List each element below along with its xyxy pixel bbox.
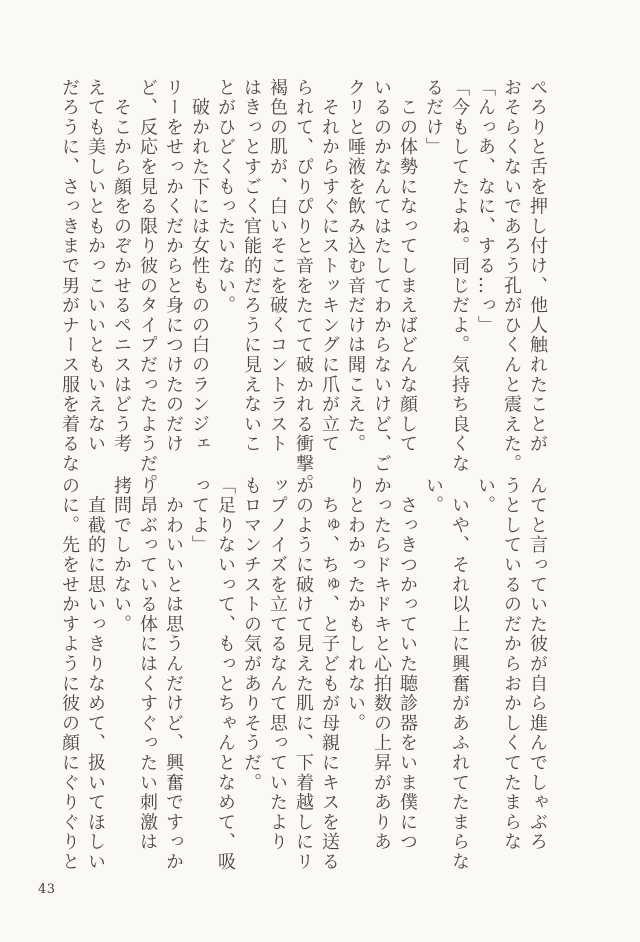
text-line: とがひどくもったいない。 bbox=[215, 78, 236, 316]
text-line: かったらドキドキと心拍数の上昇がありあ bbox=[371, 476, 392, 853]
text-line: いるのかなんてはたしてわからないけど、ご bbox=[371, 78, 392, 474]
text-line: おそらくないであろう孔がひくんと震えた。 bbox=[501, 78, 522, 474]
text-line: のに。先をせかすように彼の顔にぐりぐりと bbox=[59, 476, 80, 872]
text-line: られて、ぴりぴりと音をたてて破かれる衝撃。 bbox=[293, 78, 314, 494]
text-line: えても美しいともかっこいいともいえない bbox=[85, 78, 106, 455]
text-line: 褐色の肌が、白いそこを破くコントラスト bbox=[267, 78, 288, 455]
text-line: 直截的に思いっきりなめて、扱いてほしい bbox=[85, 476, 106, 872]
text-line: い。 bbox=[423, 476, 444, 516]
upper-text-block bbox=[59, 78, 550, 494]
text-line: 「んっあ、なに、する…っ」 bbox=[475, 78, 496, 336]
text-line: もロマンチストの気がありそうだ。 bbox=[241, 476, 262, 793]
text-line: 「足りないって、もっとちゃんとなめて、吸 bbox=[215, 476, 236, 872]
text-line: クリと唾液を飲み込む音だけは聞こえた。 bbox=[345, 78, 366, 455]
text-line: そこから顔をのぞかせるペニスはどう考 bbox=[111, 78, 132, 455]
text-line: んてと言っていた彼が自ら進んでしゃぶろ bbox=[527, 476, 548, 853]
text-line: それからすぐにストッキングに爪が立て bbox=[319, 78, 340, 455]
text-line: り昂ぶっている体にはくすぐったい刺激は bbox=[137, 476, 158, 853]
text-line: ちゅ、ちゅ、と子どもが母親にキスを送る bbox=[319, 476, 340, 872]
text-line: うとしているのだからおかしくてたまらな bbox=[501, 476, 522, 853]
text-line: さっきつかっていた聴診器をいま僕につ bbox=[397, 476, 418, 853]
lower-text-block bbox=[59, 476, 550, 872]
text-line: ップノイズを立てるなんて思っていたより bbox=[267, 476, 288, 853]
text-line: るだけ」 bbox=[423, 78, 444, 158]
text-line: この体勢になってしまえばどんな顔して bbox=[397, 78, 418, 455]
text-line: かのように破けて見えた肌に、下着越しにリ bbox=[293, 476, 314, 872]
text-line: ど、反応を見る限り彼のタイプだったようだ。 bbox=[137, 78, 158, 494]
text-line: だろうに、さっきまで男がナース服を着るな bbox=[59, 78, 80, 474]
text-line: はきっとすごく官能的だろうに見えないこ bbox=[241, 78, 262, 455]
text-line: い。 bbox=[475, 476, 496, 516]
text-line: りとわかったかもしれない。 bbox=[345, 476, 366, 734]
text-line: ぺろりと舌を押し付け、他人触れたことが bbox=[527, 78, 548, 455]
text-line: いや、それ以上に興奮があふれてたまらな bbox=[449, 476, 470, 872]
text-line: 破かれた下には女性ものの白のランジェ bbox=[189, 78, 210, 455]
text-line: かわいいとは思うんだけど、興奮ですっか bbox=[163, 476, 184, 872]
page-number: 43 bbox=[38, 882, 56, 897]
text-line: 「今もしてたよね。同じだよ。気持ち良くな bbox=[449, 78, 470, 474]
text-line: リーをせっかくだからと身につけたのだけ bbox=[163, 78, 184, 455]
text-line: 拷問でしかない。 bbox=[111, 476, 132, 635]
text-line: ってよ」 bbox=[189, 476, 210, 556]
